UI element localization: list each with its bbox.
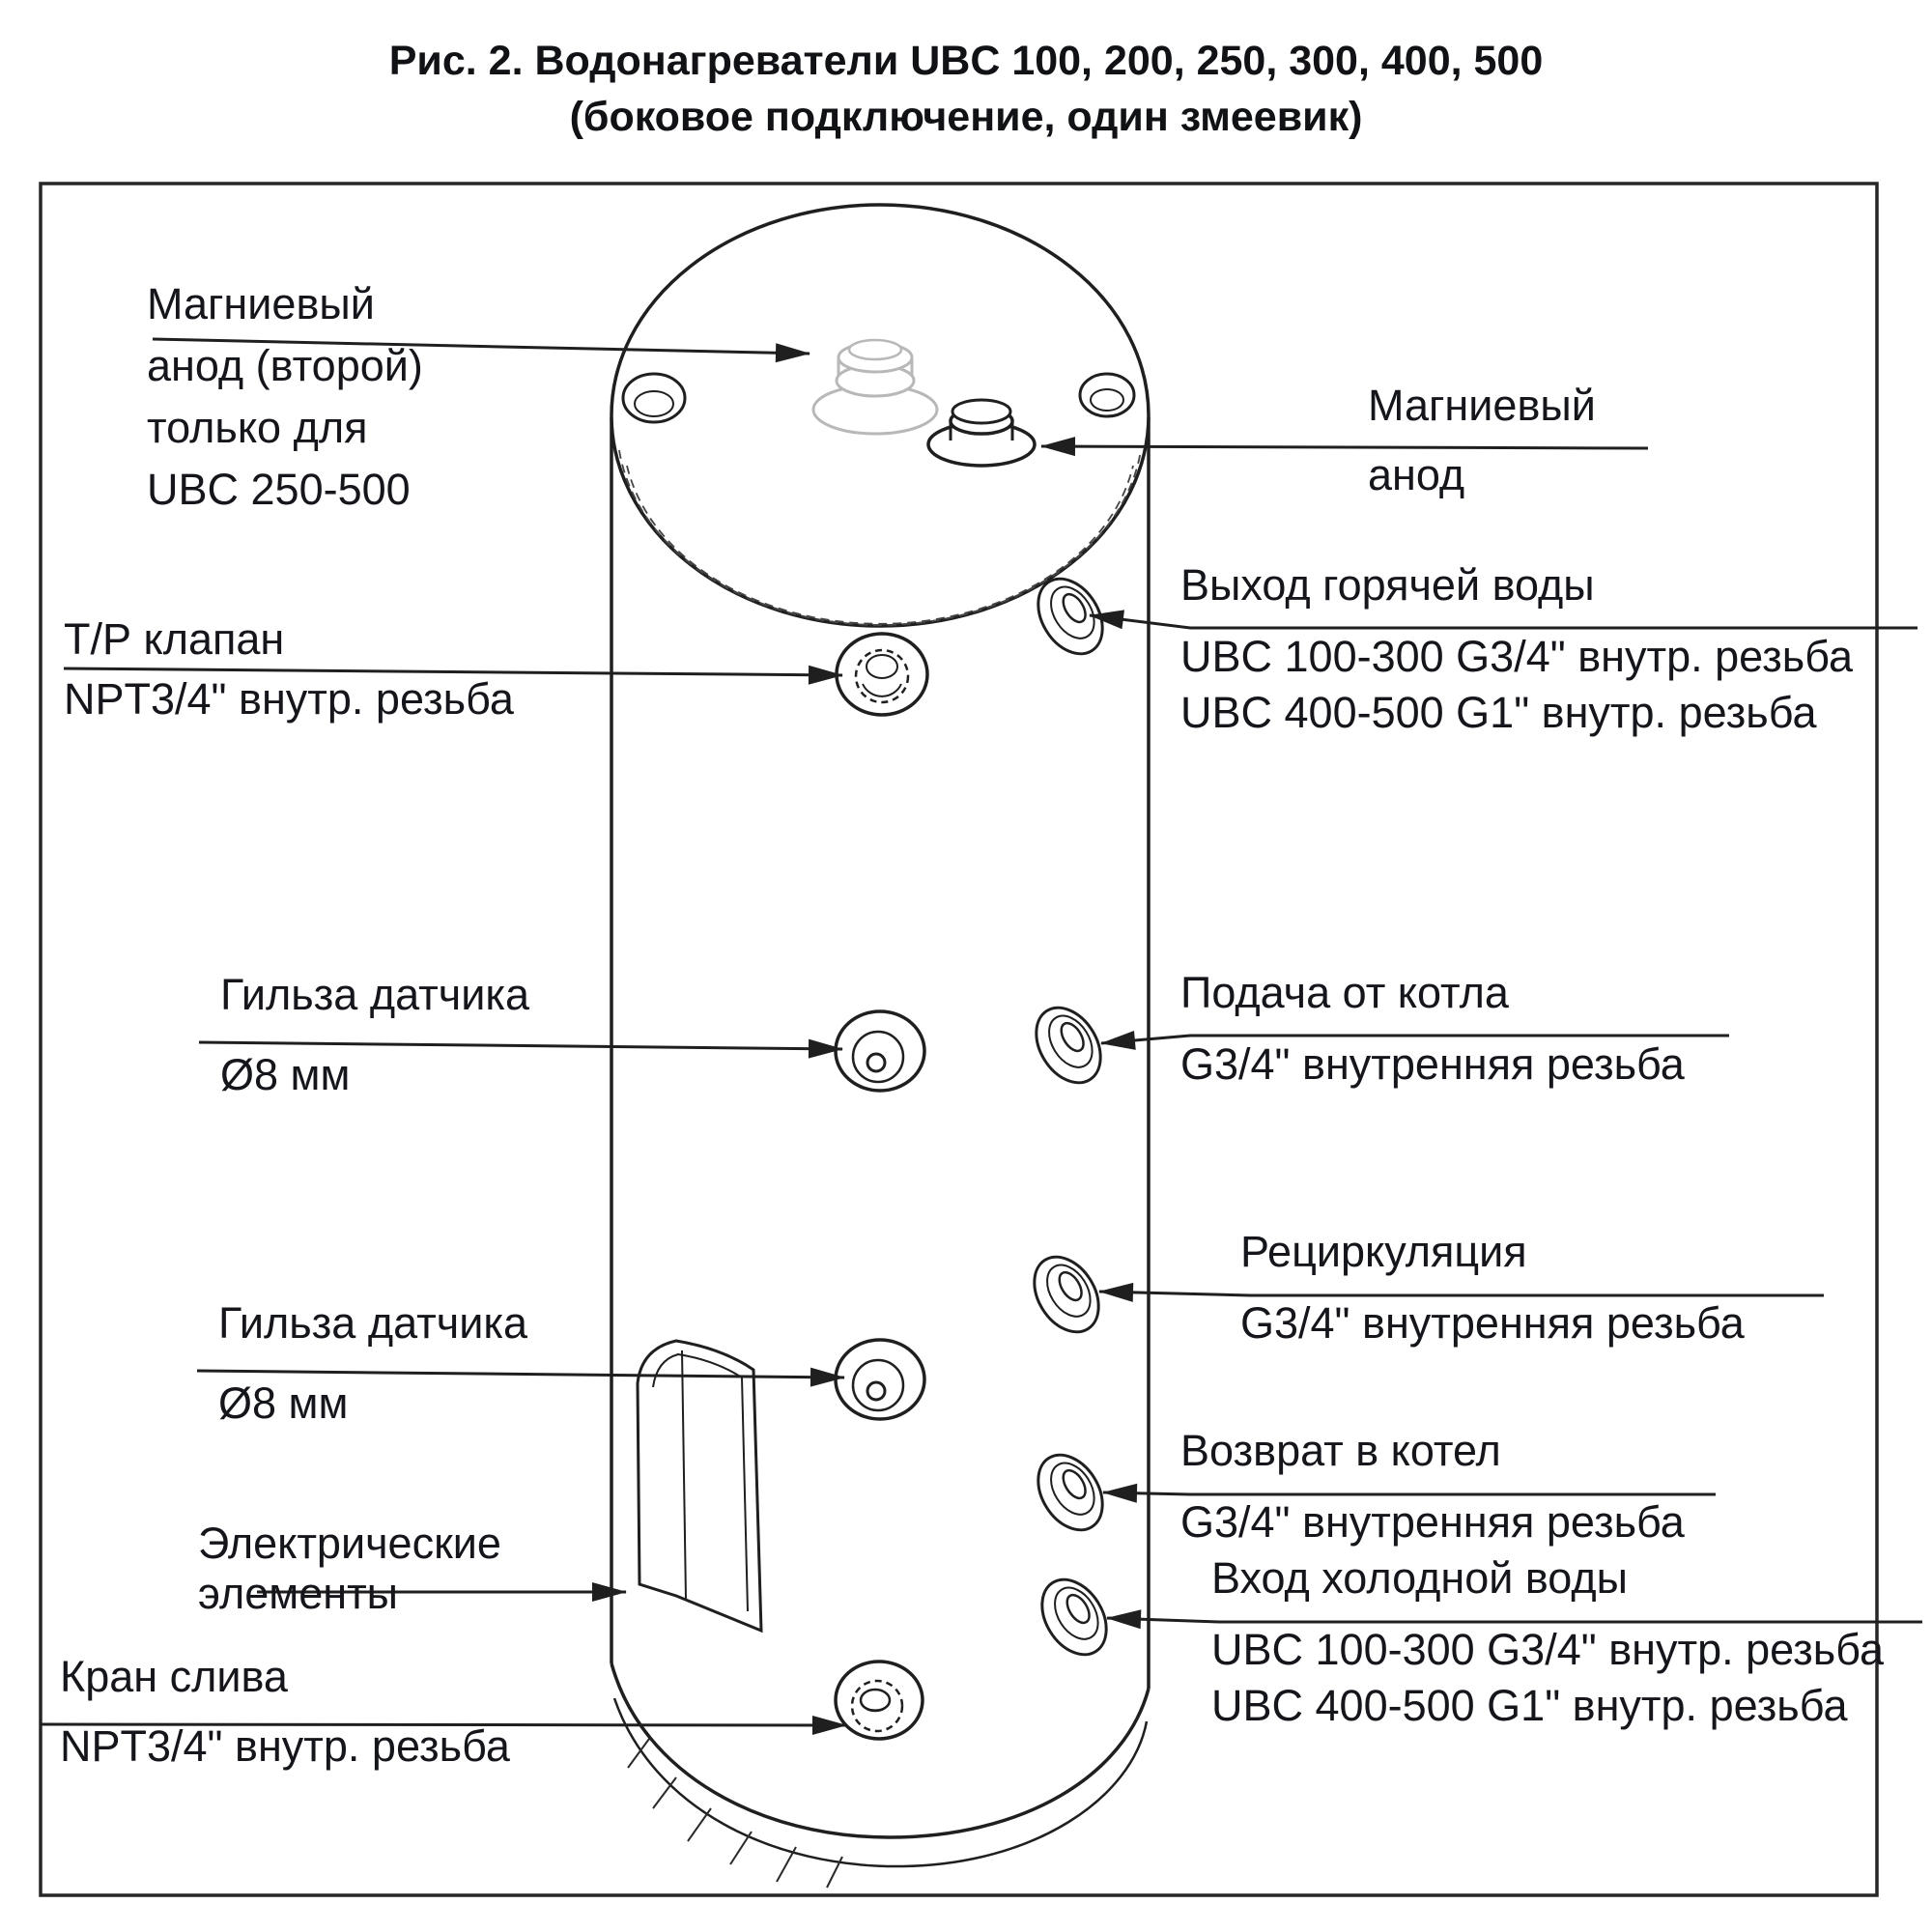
label-hot-water-outlet-line2: UBC 100-300 G3/4" внутр. резьба [1180,632,1854,681]
label-boiler-supply-line1: Подача от котла [1180,968,1509,1017]
label-recirculation-line2: G3/4" внутренняя резьба [1240,1298,1745,1348]
figure-title-line2: (боковое подключение, один змеевик) [569,94,1363,140]
label-boiler-return-line2: G3/4" внутренняя резьба [1180,1497,1685,1547]
leader-anode-main [1041,446,1648,448]
label-electric-elements-line1: Электрические [198,1519,501,1568]
label-cold-water-inlet-line3: UBC 400-500 G1" внутр. резьба [1211,1681,1848,1730]
port-sensor-sleeve-bottom [836,1340,924,1419]
leader-sensor-sleeve-top [199,1042,842,1049]
label-tp-valve-line1: Т/Р клапан [64,614,285,664]
tank-base [628,1739,842,1888]
leader-cold-water [1107,1618,1922,1622]
port-sensor-sleeve-top [836,1011,924,1091]
label-hot-water-outlet-line3: UBC 400-500 G1" внутр. резьба [1180,688,1817,737]
label-anode-second-line3: только для [147,403,368,452]
label-anode-main-line2: анод [1368,450,1465,499]
label-drain-valve-line2: NPT3/4" внутр. резьба [60,1721,510,1771]
port-recirculation [1021,1245,1112,1344]
label-sensor-sleeve-bottom-line1: Гильза датчика [218,1298,528,1348]
label-boiler-supply-line2: G3/4" внутренняя резьба [1180,1039,1685,1089]
electric-elements-cover [638,1341,761,1631]
label-recirculation-line1: Рециркуляция [1240,1227,1527,1276]
port-drain [836,1662,923,1739]
label-tp-valve-line2: NPT3/4" внутр. резьба [64,674,514,724]
port-cold-water [1029,1568,1120,1666]
port-boiler-return [1025,1443,1116,1542]
label-anode-main-line1: Магниевый [1368,381,1596,430]
label-anode-second-line4: UBC 250-500 [147,465,411,514]
label-sensor-sleeve-top-line2: Ø8 мм [220,1050,351,1099]
label-cold-water-inlet-line1: Вход холодной воды [1211,1553,1628,1603]
label-drain-valve-line1: Кран слива [60,1652,288,1701]
label-anode-second-line2: анод (второй) [147,341,423,390]
label-sensor-sleeve-bottom-line2: Ø8 мм [218,1378,349,1428]
label-sensor-sleeve-top-line1: Гильза датчика [220,970,530,1019]
leader-boiler-return [1103,1492,1716,1494]
port-tp-valve [837,634,927,715]
leader-recirculation [1099,1292,1824,1295]
leader-hot-water [1090,615,1918,628]
label-boiler-return-line1: Возврат в котел [1180,1426,1501,1475]
label-electric-elements-line2: элементы [198,1569,399,1618]
label-hot-water-outlet-line1: Выход горячей воды [1180,560,1595,610]
label-cold-water-inlet-line2: UBC 100-300 G3/4" внутр. резьба [1211,1625,1885,1674]
label-anode-second-line1: Магниевый [147,279,375,328]
port-boiler-supply [1023,996,1114,1094]
figure-title-line1: Рис. 2. Водонагреватели UBC 100, 200, 250, 300, 400, 500 [388,38,1544,84]
